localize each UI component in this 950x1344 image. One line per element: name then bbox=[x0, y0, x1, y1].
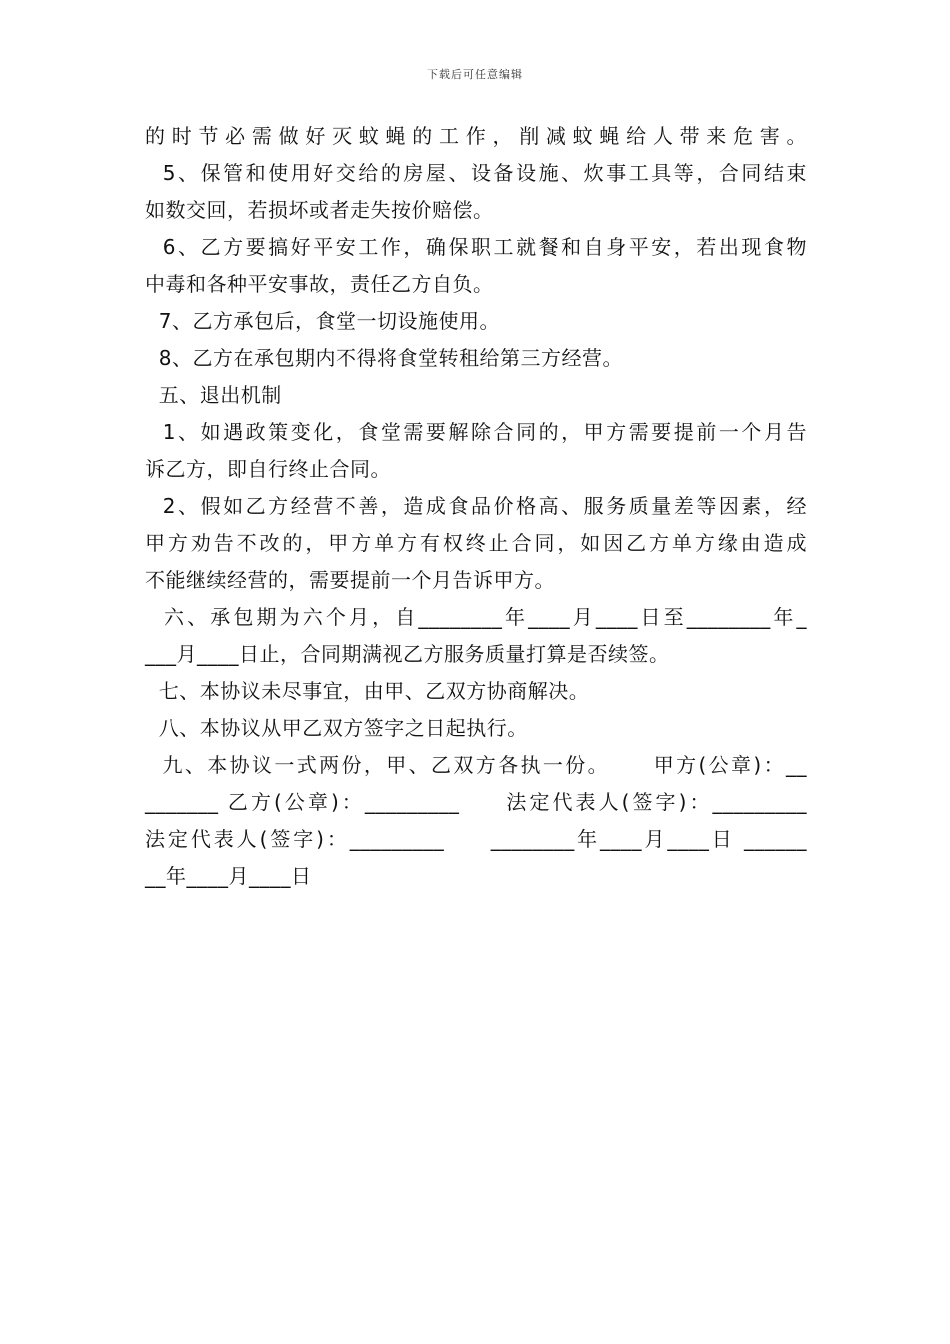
text-line-7: 8、乙方在承包期内不得将食堂转租给第三方经营。 bbox=[145, 346, 623, 370]
text-line-16: 七、本协议未尽事宜，由甲、乙双方协商解决。 bbox=[145, 679, 590, 703]
signature-line-2: _______ 乙方(公章)：_________ 法定代表人(签字)：_________ bbox=[145, 790, 807, 814]
text-line-1: 的时节必需做好灭蚊蝇的工作，削减蚊蝇给人带来危害。 bbox=[145, 124, 807, 148]
signature-line-1: 九、本协议一式两份，甲、乙双方各执一份。 甲方(公章)：__ bbox=[145, 753, 807, 777]
section-heading-exit: 五、退出机制 bbox=[145, 383, 282, 407]
download-note: 下载后可任意编辑 bbox=[427, 68, 523, 81]
signature-line-3: 法定代表人(签字)：_________ ________年____月____日 ______ bbox=[145, 827, 807, 851]
text-line-4: 6、乙方要搞好平安工作，确保职工就餐和自身平安，若出现食物 bbox=[145, 235, 807, 259]
document-body bbox=[145, 118, 807, 895]
signature-date-line: __年____月____日 bbox=[145, 864, 312, 888]
text-line-12: 甲方劝告不改的，甲方单方有权终止合同，如因乙方单方缘由造成 bbox=[145, 531, 807, 555]
text-line-13: 不能继续经营的，需要提前一个月告诉甲方。 bbox=[145, 568, 555, 592]
text-line-17: 八、本协议从甲乙双方签字之日起执行。 bbox=[145, 716, 528, 740]
text-line-2: 5、保管和使用好交给的房屋、设备设施、炊事工具等，合同结束 bbox=[145, 161, 807, 185]
text-line-6: 7、乙方承包后，食堂一切设施使用。 bbox=[145, 309, 500, 333]
text-line-5: 中毒和各种平安事故，责任乙方自负。 bbox=[145, 272, 494, 296]
text-line-9: 1、如遇政策变化，食堂需要解除合同的，甲方需要提前一个月告 bbox=[145, 420, 807, 444]
text-line-11: 2、假如乙方经营不善，造成食品价格高、服务质量差等因素，经 bbox=[145, 494, 807, 518]
text-line-15: ___月____日止，合同期满视乙方服务质量打算是否续签。 bbox=[145, 642, 670, 666]
text-line-10: 诉乙方，即自行终止合同。 bbox=[145, 457, 391, 481]
text-line-3: 如数交回，若损坏或者走失按价赔偿。 bbox=[145, 198, 494, 222]
contract-period-line: 六、承包期为六个月，自________年____月____日至________年_ bbox=[145, 605, 807, 629]
